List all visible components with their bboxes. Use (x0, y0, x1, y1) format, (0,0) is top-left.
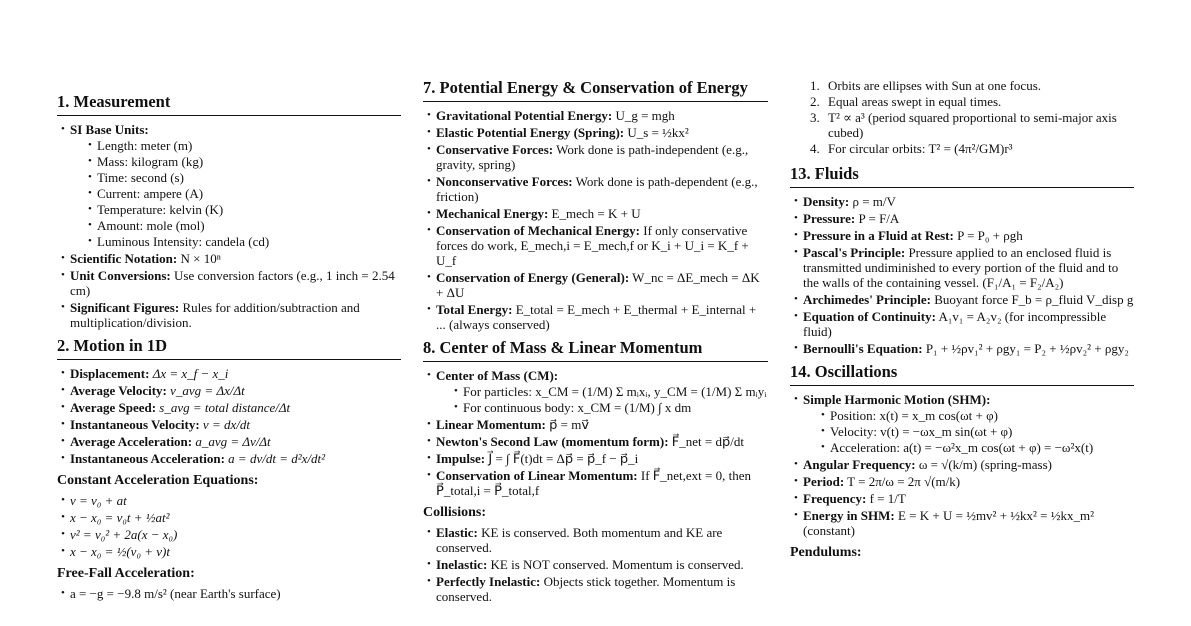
item-number: 2. (810, 94, 820, 109)
list-item (423, 108, 768, 123)
list-item (57, 400, 401, 415)
item-label: Elastic Potential Energy (Spring): (436, 125, 625, 140)
si-units-list (70, 138, 401, 249)
item-label: Significant Figures: (70, 300, 180, 315)
item-label: Bernoulli's Equation: (803, 341, 923, 356)
item-label: Conservation of Linear Momentum: (436, 468, 638, 483)
item-text: Use conversion factors (e.g., 1 inch = 2.54 cm) (70, 268, 395, 298)
kepler-laws-list (790, 78, 1134, 156)
list-item (423, 142, 768, 172)
list-item: • Luminous Intensity: candela (cd) (70, 234, 401, 249)
item-text: If F⃗_net,ext = 0, then P⃗_total,i = P⃗_total,f (436, 468, 751, 498)
motion-list (57, 366, 401, 466)
item-label: Pressure: (803, 211, 856, 226)
list-item (423, 368, 768, 415)
column-2 (423, 78, 768, 610)
item-text: Work done is path-independent (e.g., gravity, spring) (436, 142, 749, 172)
list-item: • x − x₀ = v₀t + ½at² (57, 510, 401, 525)
item-text: KE is NOT conserved. Momentum is conserved. (487, 557, 744, 572)
list-item (423, 206, 768, 221)
list-item: • Current: ampere (A) (70, 186, 401, 201)
subsection-title-free-fall: Free-Fall Acceleration: (57, 566, 195, 581)
item-text: f = 1/T (866, 491, 906, 506)
item-text: F⃗_net = dp⃗/dt (668, 434, 744, 449)
fluids-list (790, 194, 1134, 356)
item-text: E_mech = K + U (548, 206, 641, 221)
momentum-list (423, 368, 768, 498)
free-fall-list (57, 586, 401, 601)
item-label: Displacement: (70, 366, 150, 381)
list-item: • v = v₀ + at (57, 493, 401, 508)
section-title-center-of-mass: 8. Center of Mass & Linear Momentum (423, 338, 768, 362)
item-label: Simple Harmonic Motion (SHM): (803, 392, 991, 407)
item-label: Angular Frequency: (803, 457, 916, 472)
item-text: KE is conserved. Both momentum and KE are conserved. (436, 525, 723, 555)
item-label: Conservation of Mechanical Energy: (436, 223, 641, 238)
item-label: Equation of Continuity: (803, 309, 936, 324)
section-title-measurement: 1. Measurement (57, 92, 401, 116)
item-label: Scientific Notation: (70, 251, 178, 266)
item-text: Pressure applied to an enclosed fluid is transmitted undiminished to every portion of the fluid and to the walls of the containing vessel. (F₁/A₁ = F₂/A₂) (803, 245, 1119, 290)
item-text: Rules for addition/subtraction and multiplication/division. (70, 300, 360, 330)
item-text: For circular orbits: T² = (4π²/GM)r³ (828, 141, 1013, 156)
list-item: • Time: second (s) (70, 170, 401, 185)
item-text: Work done is path-dependent (e.g., friction) (436, 174, 758, 204)
center-of-mass-sublist (436, 384, 768, 415)
list-item (423, 223, 768, 268)
list-item: • Acceleration: a(t) = −ω²x_m cos(ωt + φ) = −ω²x(t) (803, 440, 1134, 455)
item-text: Orbits are ellipses with Sun at one focus. (828, 78, 1042, 93)
item-label: Instantaneous Velocity: (70, 417, 200, 432)
item-text: U_g = mgh (612, 108, 675, 123)
list-item: • v² = v₀² + 2a(x − x₀) (57, 527, 401, 542)
item-text: U_s = ½kx² (624, 125, 689, 140)
energy-list (423, 108, 768, 332)
list-item (423, 525, 768, 555)
item-label: Nonconservative Forces: (436, 174, 573, 189)
item-number: 3. (810, 110, 820, 125)
list-item (57, 300, 401, 330)
item-text: P = P₀ + ρgh (953, 228, 1023, 243)
item-number: 4. (810, 141, 820, 156)
item-text: N × 10ⁿ (177, 251, 221, 266)
item-label: Inelastic: (436, 557, 488, 572)
subsection-title-constant-acceleration: Constant Acceleration Equations: (57, 473, 259, 488)
list-item (790, 292, 1134, 307)
measurement-list (57, 122, 401, 330)
list-item (790, 245, 1134, 290)
list-item (790, 341, 1134, 356)
list-item (57, 417, 401, 432)
item-text: E_total = E_mech + E_thermal + E_internal + ... (always conserved) (436, 302, 757, 332)
list-item (57, 122, 401, 249)
list-item (790, 309, 1134, 339)
list-item (790, 78, 1134, 93)
item-text: ρ = m/V (849, 194, 896, 209)
shm-sublist (803, 408, 1134, 455)
list-item (57, 434, 401, 449)
subsection-title-collisions: Collisions: (423, 505, 487, 520)
item-label: Conservative Forces: (436, 142, 554, 157)
list-item (423, 557, 768, 572)
list-item (790, 194, 1134, 209)
item-label: Unit Conversions: (70, 268, 171, 283)
section-title-motion-1d: 2. Motion in 1D (57, 336, 401, 360)
item-text: Objects stick together. Momentum is conserved. (436, 574, 736, 604)
constant-acceleration-list (57, 493, 401, 559)
item-label: Average Speed: (70, 400, 157, 415)
item-label: Pressure in a Fluid at Rest: (803, 228, 954, 243)
item-text: p⃗ = mv⃗ (545, 417, 590, 432)
list-item: • a = −g = −9.8 m/s² (near Earth's surface) (57, 586, 401, 601)
item-label: Frequency: (803, 491, 867, 506)
list-item (790, 211, 1134, 226)
item-text: v_avg = Δx/Δt (166, 383, 245, 398)
list-item: • Position: x(t) = x_m cos(ωt + φ) (803, 408, 1134, 423)
item-text: W_nc = ΔE_mech = ΔK + ΔU (436, 270, 760, 300)
item-label: Gravitational Potential Energy: (436, 108, 613, 123)
list-item (790, 508, 1134, 538)
item-number: 1. (810, 78, 820, 93)
list-item: • For continuous body: x_CM = (1/M) ∫ x dm (436, 400, 768, 415)
item-text: s_avg = total distance/Δt (156, 400, 291, 415)
item-text: T² ∝ a³ (period squared proportional to semi-major axis cubed) (828, 110, 1117, 140)
section-title-fluids: 13. Fluids (790, 164, 1134, 188)
section-title-oscillations: 14. Oscillations (790, 362, 1134, 386)
item-text: ω = √(k/m) (spring-mass) (915, 457, 1052, 472)
item-label: Energy in SHM: (803, 508, 895, 523)
list-item: • Amount: mole (mol) (70, 218, 401, 233)
column-3 (790, 78, 1134, 565)
list-item (57, 451, 401, 466)
item-label: Pascal's Principle: (803, 245, 906, 260)
item-label: SI Base Units: (70, 122, 149, 137)
list-item (790, 141, 1134, 156)
item-label: Perfectly Inelastic: (436, 574, 541, 589)
item-text: P₁ + ½ρv₁² + ρgy₁ = P₂ + ½ρv₂² + ρgy₂ (922, 341, 1129, 356)
list-item (423, 451, 768, 466)
list-item (423, 468, 768, 498)
item-text: T = 2π/ω = 2π √(m/k) (844, 474, 961, 489)
item-label: Newton's Second Law (momentum form): (436, 434, 669, 449)
item-text: If only conservative forces do work, E_mech,i = E_mech,f or K_i + U_i = K_f + U_f (436, 223, 749, 268)
item-text: Buoyant force F_b = ρ_fluid V_disp g (930, 292, 1134, 307)
list-item (790, 491, 1134, 506)
list-item (790, 94, 1134, 109)
list-item (57, 366, 401, 381)
list-item: • Velocity: v(t) = −ωx_m sin(ωt + φ) (803, 424, 1134, 439)
oscillations-list (790, 392, 1134, 538)
item-text: Equal areas swept in equal times. (828, 94, 1002, 109)
item-label: Conservation of Energy (General): (436, 270, 630, 285)
list-item: • Temperature: kelvin (K) (70, 202, 401, 217)
collisions-list (423, 525, 768, 604)
list-item (423, 574, 768, 604)
item-label: Impulse: (436, 451, 486, 466)
item-label: Instantaneous Acceleration: (70, 451, 225, 466)
list-item (57, 383, 401, 398)
item-label: Elastic: (436, 525, 478, 540)
list-item: • Length: meter (m) (70, 138, 401, 153)
list-item (423, 174, 768, 204)
section-title-potential-energy: 7. Potential Energy & Conservation of Energy (423, 78, 768, 102)
item-label: Total Energy: (436, 302, 513, 317)
column-1 (57, 92, 401, 607)
list-item (423, 434, 768, 449)
item-text: P = F/A (855, 211, 900, 226)
item-label: Archimedes' Principle: (803, 292, 931, 307)
list-item: • x − x₀ = ½(v₀ + v)t (57, 544, 401, 559)
item-label: Density: (803, 194, 850, 209)
item-text: J⃗ = ∫ F⃗(t)dt = Δp⃗ = p⃗_f − p⃗_i (485, 451, 639, 466)
list-item (423, 417, 768, 432)
list-item (790, 474, 1134, 489)
list-item (423, 270, 768, 300)
list-item: • Mass: kilogram (kg) (70, 154, 401, 169)
item-text: Δx = x_f − x_i (149, 366, 229, 381)
item-text: a_avg = Δv/Δt (192, 434, 271, 449)
item-text: A₁v₁ = A₂v₂ (for incompressible fluid) (803, 309, 1107, 339)
list-item (57, 268, 401, 298)
list-item (423, 302, 768, 332)
list-item: • For particles: x_CM = (1/M) Σ mᵢxᵢ, y_CM = (1/M) Σ mᵢyᵢ (436, 384, 768, 399)
item-label: Period: (803, 474, 845, 489)
list-item (423, 125, 768, 140)
list-item (790, 457, 1134, 472)
list-item (790, 110, 1134, 140)
list-item (790, 228, 1134, 243)
item-label: Linear Momentum: (436, 417, 546, 432)
item-label: Average Velocity: (70, 383, 167, 398)
item-text: E = K + U = ½mv² + ½kx² = ½kx_m² (constant) (803, 508, 1095, 538)
list-item (790, 392, 1134, 455)
item-label: Mechanical Energy: (436, 206, 549, 221)
item-label: Average Acceleration: (70, 434, 193, 449)
list-item (57, 251, 401, 266)
item-text: a = dv/dt = d²x/dt² (224, 451, 325, 466)
subsection-title-pendulums: Pendulums: (790, 545, 862, 560)
item-text: v = dx/dt (199, 417, 250, 432)
item-label: Center of Mass (CM): (436, 368, 559, 383)
